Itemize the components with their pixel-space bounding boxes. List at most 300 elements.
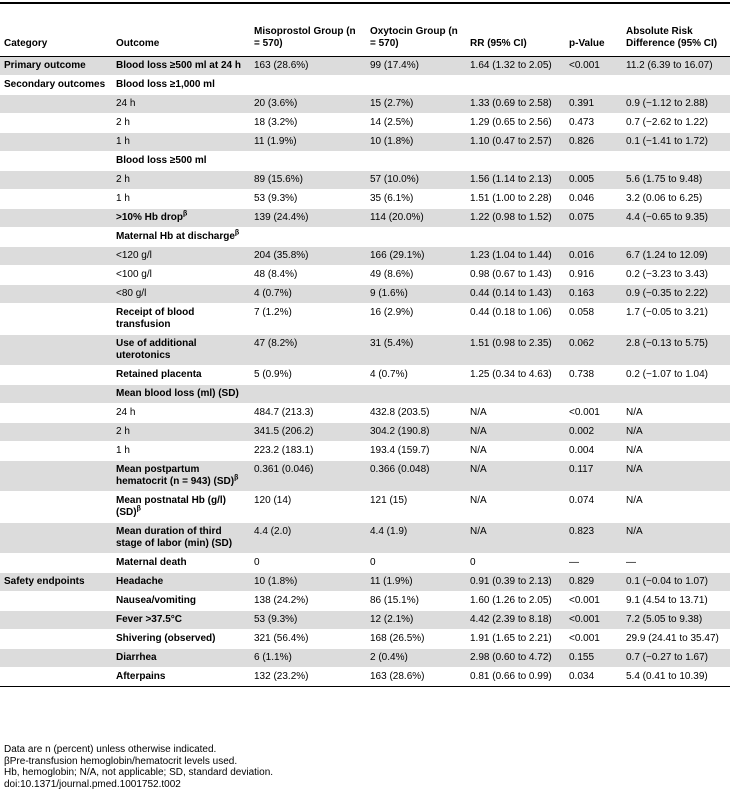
cell-rr (466, 133, 565, 152)
cell-category (0, 366, 112, 385)
cell-rr-text: 1.33 (0.69 to 2.58) (470, 98, 552, 109)
cell-outcome-text: >10% Hb drop (116, 212, 183, 223)
cell-outcome-text: 24 h (116, 407, 136, 418)
cell-outcome-text: Mean postpartum hematocrit (n = 943) (SD) (116, 464, 235, 487)
cell-misoprostol-text: 204 (35.8%) (254, 250, 309, 261)
cell-misoprostol (250, 335, 366, 366)
cell-rr-text: 0.44 (0.14 to 1.43) (470, 288, 552, 299)
cell-pvalue-text: 0.046 (569, 193, 595, 204)
table-row (0, 209, 730, 228)
cell-rr (466, 649, 565, 668)
cell-category (0, 649, 112, 668)
cell-ard (622, 133, 730, 152)
header-outcome: Outcome (112, 22, 250, 57)
cell-oxytocin (366, 57, 466, 76)
cell-rr (466, 385, 565, 404)
table-row (0, 554, 730, 573)
cell-outcome-text: 24 h (116, 98, 136, 109)
cell-ard (622, 285, 730, 304)
cell-category (0, 171, 112, 190)
cell-category (0, 266, 112, 285)
cell-category (0, 611, 112, 630)
cell-pvalue-text: 0.016 (569, 250, 595, 261)
cell-oxytocin (366, 247, 466, 266)
cell-pvalue (565, 76, 622, 95)
cell-ard (622, 630, 730, 649)
cell-outcome (112, 335, 250, 366)
cell-pvalue (565, 95, 622, 114)
cell-category (0, 95, 112, 114)
cell-misoprostol (250, 57, 366, 76)
cell-pvalue (565, 404, 622, 423)
table-row (0, 152, 730, 171)
cell-pvalue-text: <0.001 (569, 60, 600, 71)
cell-oxytocin-text: 193.4 (159.7) (370, 445, 430, 456)
cell-ard (622, 114, 730, 133)
cell-misoprostol-text: 484.7 (213.3) (254, 407, 314, 418)
cell-oxytocin (366, 209, 466, 228)
cell-outcome (112, 630, 250, 649)
cell-oxytocin (366, 385, 466, 404)
cell-ard (622, 523, 730, 554)
cell-outcome-text: Blood loss ≥1,000 ml (116, 79, 215, 90)
cell-ard (622, 190, 730, 209)
table-row (0, 133, 730, 152)
cell-ard-text: N/A (626, 495, 643, 506)
cell-ard (622, 492, 730, 523)
cell-outcome (112, 611, 250, 630)
cell-rr (466, 442, 565, 461)
cell-rr-text: 4.42 (2.39 to 8.18) (470, 614, 552, 625)
cell-oxytocin (366, 649, 466, 668)
cell-pvalue (565, 385, 622, 404)
cell-ard-text: 9.1 (4.54 to 13.71) (626, 595, 708, 606)
cell-category (0, 76, 112, 95)
cell-misoprostol-text: 89 (15.6%) (254, 174, 303, 185)
cell-pvalue (565, 649, 622, 668)
cell-pvalue (565, 285, 622, 304)
cell-ard-text: 29.9 (24.41 to 35.47) (626, 633, 719, 644)
cell-category (0, 385, 112, 404)
cell-rr (466, 523, 565, 554)
cell-oxytocin-text: 11 (1.9%) (370, 576, 413, 587)
table-row (0, 649, 730, 668)
cell-oxytocin (366, 492, 466, 523)
cell-ard (622, 461, 730, 492)
cell-rr (466, 247, 565, 266)
cell-outcome-text: Mean duration of third stage of labor (min) (SD) (116, 526, 233, 549)
cell-category (0, 492, 112, 523)
cell-misoprostol-text: 138 (24.2%) (254, 595, 309, 606)
cell-outcome (112, 133, 250, 152)
cell-rr (466, 423, 565, 442)
cell-rr-text: N/A (470, 495, 487, 506)
table-row (0, 304, 730, 335)
cell-outcome-text: Retained placenta (116, 369, 202, 380)
cell-ard-text: 0.7 (−0.27 to 1.67) (626, 652, 709, 663)
cell-rr (466, 592, 565, 611)
cell-outcome (112, 592, 250, 611)
cell-pvalue-text: 0.002 (569, 426, 595, 437)
cell-category (0, 114, 112, 133)
cell-ard-text: 4.4 (−0.65 to 9.35) (626, 212, 709, 223)
cell-rr (466, 285, 565, 304)
cell-outcome-text: <100 g/l (116, 269, 152, 280)
cell-rr (466, 554, 565, 573)
header-pvalue: p-Value (565, 22, 622, 57)
cell-rr (466, 152, 565, 171)
cell-misoprostol (250, 523, 366, 554)
cell-outcome-text: Headache (116, 576, 164, 587)
cell-oxytocin-text: 86 (15.1%) (370, 595, 419, 606)
cell-oxytocin (366, 404, 466, 423)
cell-ard (622, 335, 730, 366)
cell-outcome-text: Blood loss ≥500 ml (116, 155, 207, 166)
cell-ard (622, 304, 730, 335)
cell-oxytocin (366, 592, 466, 611)
cell-misoprostol (250, 95, 366, 114)
cell-pvalue (565, 304, 622, 335)
cell-rr-text: 1.29 (0.65 to 2.56) (470, 117, 552, 128)
cell-rr (466, 114, 565, 133)
cell-category (0, 423, 112, 442)
cell-outcome (112, 366, 250, 385)
cell-ard (622, 95, 730, 114)
cell-rr-text: 0.91 (0.39 to 2.13) (470, 576, 552, 587)
cell-misoprostol-text: 20 (3.6%) (254, 98, 298, 109)
cell-outcome-text: Use of additional uterotonics (116, 338, 197, 361)
cell-rr (466, 630, 565, 649)
cell-category (0, 404, 112, 423)
cell-oxytocin-text: 15 (2.7%) (370, 98, 414, 109)
cell-misoprostol (250, 266, 366, 285)
cell-pvalue (565, 668, 622, 687)
cell-pvalue-text: <0.001 (569, 614, 600, 625)
cell-pvalue (565, 592, 622, 611)
cell-pvalue-text: 0.163 (569, 288, 595, 299)
cell-outcome (112, 442, 250, 461)
cell-misoprostol (250, 649, 366, 668)
cell-pvalue (565, 611, 622, 630)
cell-category (0, 523, 112, 554)
cell-outcome-text: <120 g/l (116, 250, 152, 261)
cell-ard-text: 2.8 (−0.13 to 5.75) (626, 338, 709, 349)
footnote-data: Data are n (percent) unless otherwise indicated. (4, 744, 217, 755)
cell-rr-text: 1.60 (1.26 to 2.05) (470, 595, 552, 606)
table-row (0, 114, 730, 133)
cell-outcome (112, 171, 250, 190)
table-row (0, 611, 730, 630)
cell-misoprostol-text: 139 (24.4%) (254, 212, 309, 223)
cell-oxytocin-text: 16 (2.9%) (370, 307, 414, 318)
table-row (0, 404, 730, 423)
cell-outcome (112, 247, 250, 266)
cell-misoprostol (250, 573, 366, 592)
cell-oxytocin-text: 163 (28.6%) (370, 671, 425, 682)
table-row (0, 385, 730, 404)
cell-category (0, 630, 112, 649)
cell-misoprostol (250, 209, 366, 228)
cell-rr (466, 573, 565, 592)
cell-category (0, 304, 112, 335)
cell-pvalue-text: 0.005 (569, 174, 595, 185)
cell-oxytocin-text: 57 (10.0%) (370, 174, 419, 185)
cell-oxytocin-text: 99 (17.4%) (370, 60, 419, 71)
cell-category (0, 592, 112, 611)
cell-misoprostol (250, 492, 366, 523)
cell-misoprostol-text: 0.361 (0.046) (254, 464, 314, 475)
cell-oxytocin (366, 668, 466, 687)
cell-oxytocin-text: 12 (2.1%) (370, 614, 414, 625)
cell-oxytocin-text: 35 (6.1%) (370, 193, 414, 204)
cell-misoprostol (250, 592, 366, 611)
cell-outcome-text: 1 h (116, 193, 130, 204)
cell-rr-text: 0 (470, 557, 476, 568)
cell-misoprostol-text: 321 (56.4%) (254, 633, 309, 644)
header-oxytocin: Oxytocin Group (n = 570) (366, 22, 466, 57)
cell-rr (466, 335, 565, 366)
cell-outcome-text: Maternal death (116, 557, 187, 568)
cell-category (0, 461, 112, 492)
cell-pvalue-text: 0.034 (569, 671, 595, 682)
cell-ard (622, 247, 730, 266)
cell-oxytocin-text: 9 (1.6%) (370, 288, 408, 299)
cell-outcome (112, 554, 250, 573)
cell-oxytocin (366, 152, 466, 171)
cell-outcome (112, 95, 250, 114)
cell-misoprostol (250, 404, 366, 423)
cell-oxytocin (366, 523, 466, 554)
cell-ard-text: 0.2 (−1.07 to 1.04) (626, 369, 709, 380)
cell-category (0, 190, 112, 209)
cell-misoprostol (250, 630, 366, 649)
cell-outcome-text: Afterpains (116, 671, 166, 682)
cell-rr (466, 57, 565, 76)
cell-oxytocin-text: 121 (15) (370, 495, 408, 506)
footnote-beta: βPre-transfusion hemoglobin/hematocrit levels used. (4, 755, 238, 767)
cell-ard-text: 0.9 (−1.12 to 2.88) (626, 98, 709, 109)
cell-pvalue-text: — (569, 557, 579, 568)
cell-pvalue-text: 0.823 (569, 526, 595, 537)
cell-ard-text: 0.2 (−3.23 to 3.43) (626, 269, 709, 280)
cell-oxytocin (366, 423, 466, 442)
cell-ard (622, 385, 730, 404)
cell-misoprostol-text: 53 (9.3%) (254, 193, 298, 204)
cell-oxytocin-text: 14 (2.5%) (370, 117, 414, 128)
cell-outcome (112, 492, 250, 523)
cell-rr (466, 190, 565, 209)
cell-oxytocin (366, 573, 466, 592)
cell-pvalue (565, 335, 622, 366)
cell-misoprostol (250, 442, 366, 461)
cell-pvalue-text: 0.826 (569, 136, 595, 147)
table-row (0, 442, 730, 461)
cell-rr (466, 171, 565, 190)
cell-outcome-text: 2 h (116, 174, 130, 185)
cell-ard-text: 0.1 (−1.41 to 1.72) (626, 136, 709, 147)
cell-oxytocin (366, 95, 466, 114)
cell-misoprostol-text: 223.2 (183.1) (254, 445, 314, 456)
cell-ard (622, 668, 730, 687)
cell-oxytocin (366, 190, 466, 209)
cell-outcome (112, 76, 250, 95)
cell-rr-text: 1.51 (0.98 to 2.35) (470, 338, 552, 349)
cell-ard (622, 228, 730, 247)
cell-ard-text: N/A (626, 426, 643, 437)
header-ard: Absolute Risk Difference (95% CI) (622, 22, 730, 57)
cell-outcome (112, 573, 250, 592)
cell-oxytocin-text: 4.4 (1.9) (370, 526, 408, 537)
cell-misoprostol (250, 668, 366, 687)
cell-pvalue-text: <0.001 (569, 595, 600, 606)
cell-outcome-text: Shivering (observed) (116, 633, 216, 644)
cell-pvalue (565, 630, 622, 649)
table-row (0, 630, 730, 649)
cell-rr (466, 76, 565, 95)
cell-pvalue-text: 0.829 (569, 576, 595, 587)
cell-pvalue-text: 0.738 (569, 369, 595, 380)
header-row (0, 22, 730, 57)
cell-ard (622, 649, 730, 668)
cell-ard-text: 7.2 (5.05 to 9.38) (626, 614, 703, 625)
cell-oxytocin (366, 461, 466, 492)
cell-rr (466, 492, 565, 523)
cell-outcome-text: Receipt of blood transfusion (116, 307, 195, 330)
cell-ard-text: — (626, 557, 636, 568)
cell-ard (622, 592, 730, 611)
cell-ard-text: 5.6 (1.75 to 9.48) (626, 174, 703, 185)
cell-outcome-text: 1 h (116, 445, 130, 456)
cell-pvalue (565, 461, 622, 492)
cell-pvalue-text: 0.155 (569, 652, 595, 663)
cell-pvalue (565, 114, 622, 133)
cell-outcome (112, 423, 250, 442)
cell-outcome (112, 668, 250, 687)
cell-category (0, 442, 112, 461)
cell-category (0, 285, 112, 304)
cell-ard-text: 1.7 (−0.05 to 3.21) (626, 307, 709, 318)
results-table (0, 22, 730, 687)
cell-category-text: Secondary outcomes (4, 79, 106, 90)
table-row (0, 366, 730, 385)
cell-misoprostol-text: 120 (14) (254, 495, 292, 506)
cell-misoprostol (250, 114, 366, 133)
cell-rr (466, 95, 565, 114)
cell-misoprostol-text: 10 (1.8%) (254, 576, 298, 587)
cell-outcome (112, 461, 250, 492)
cell-ard-text: 3.2 (0.06 to 6.25) (626, 193, 703, 204)
cell-outcome (112, 285, 250, 304)
table-body (0, 57, 730, 687)
cell-misoprostol-text: 48 (8.4%) (254, 269, 298, 280)
footnote-doi: doi:10.1371/journal.pmed.1001752.t002 (4, 778, 181, 790)
table-row (0, 190, 730, 209)
cell-rr (466, 266, 565, 285)
cell-ard (622, 423, 730, 442)
cell-category (0, 554, 112, 573)
cell-oxytocin-text: 168 (26.5%) (370, 633, 425, 644)
cell-pvalue-text: 0.916 (569, 269, 595, 280)
cell-misoprostol-text: 11 (1.9%) (254, 136, 297, 147)
cell-category (0, 228, 112, 247)
cell-category (0, 247, 112, 266)
header-rr: RR (95% CI) (466, 22, 565, 57)
cell-category (0, 57, 112, 76)
cell-ard-text: N/A (626, 526, 643, 537)
cell-misoprostol (250, 133, 366, 152)
cell-outcome (112, 114, 250, 133)
cell-misoprostol (250, 228, 366, 247)
cell-oxytocin (366, 76, 466, 95)
cell-misoprostol (250, 423, 366, 442)
cell-pvalue (565, 554, 622, 573)
cell-misoprostol-text: 7 (1.2%) (254, 307, 292, 318)
cell-pvalue-text: 0.062 (569, 338, 595, 349)
cell-oxytocin (366, 171, 466, 190)
cell-misoprostol-text: 4.4 (2.0) (254, 526, 292, 537)
cell-oxytocin-text: 0.366 (0.048) (370, 464, 430, 475)
cell-oxytocin (366, 133, 466, 152)
table-row (0, 171, 730, 190)
cell-ard (622, 573, 730, 592)
cell-oxytocin-text: 4 (0.7%) (370, 369, 408, 380)
cell-ard (622, 366, 730, 385)
cell-misoprostol-text: 47 (8.2%) (254, 338, 298, 349)
cell-misoprostol-text: 163 (28.6%) (254, 60, 309, 71)
cell-ard (622, 57, 730, 76)
cell-misoprostol (250, 461, 366, 492)
cell-category (0, 573, 112, 592)
cell-ard-text: 0.9 (−0.35 to 2.22) (626, 288, 709, 299)
cell-rr (466, 668, 565, 687)
cell-rr-text: 1.64 (1.32 to 2.05) (470, 60, 552, 71)
cell-misoprostol-text: 4 (0.7%) (254, 288, 292, 299)
cell-category (0, 209, 112, 228)
cell-outcome-text: <80 g/l (116, 288, 147, 299)
cell-oxytocin (366, 304, 466, 335)
cell-pvalue (565, 247, 622, 266)
cell-pvalue (565, 266, 622, 285)
cell-ard-text: N/A (626, 407, 643, 418)
cell-ard (622, 171, 730, 190)
cell-rr-text: 1.56 (1.14 to 2.13) (470, 174, 552, 185)
cell-pvalue (565, 171, 622, 190)
header-category: Category (0, 22, 112, 57)
table-footnotes (4, 744, 273, 790)
table-row (0, 592, 730, 611)
cell-rr (466, 228, 565, 247)
cell-oxytocin (366, 266, 466, 285)
cell-oxytocin (366, 228, 466, 247)
cell-oxytocin-text: 0 (370, 557, 376, 568)
cell-oxytocin-text: 304.2 (190.8) (370, 426, 430, 437)
table-row (0, 76, 730, 95)
table-row (0, 228, 730, 247)
cell-ard (622, 611, 730, 630)
cell-misoprostol (250, 304, 366, 335)
cell-oxytocin-text: 114 (20.0%) (370, 212, 424, 223)
cell-rr (466, 404, 565, 423)
cell-rr-text: N/A (470, 445, 487, 456)
cell-outcome-text: Diarrhea (116, 652, 157, 663)
cell-misoprostol (250, 285, 366, 304)
footnote-marker: β (234, 474, 239, 482)
cell-misoprostol-text: 132 (23.2%) (254, 671, 309, 682)
table-row (0, 335, 730, 366)
footnote-marker: β (234, 229, 240, 237)
cell-misoprostol (250, 152, 366, 171)
cell-oxytocin-text: 10 (1.8%) (370, 136, 414, 147)
